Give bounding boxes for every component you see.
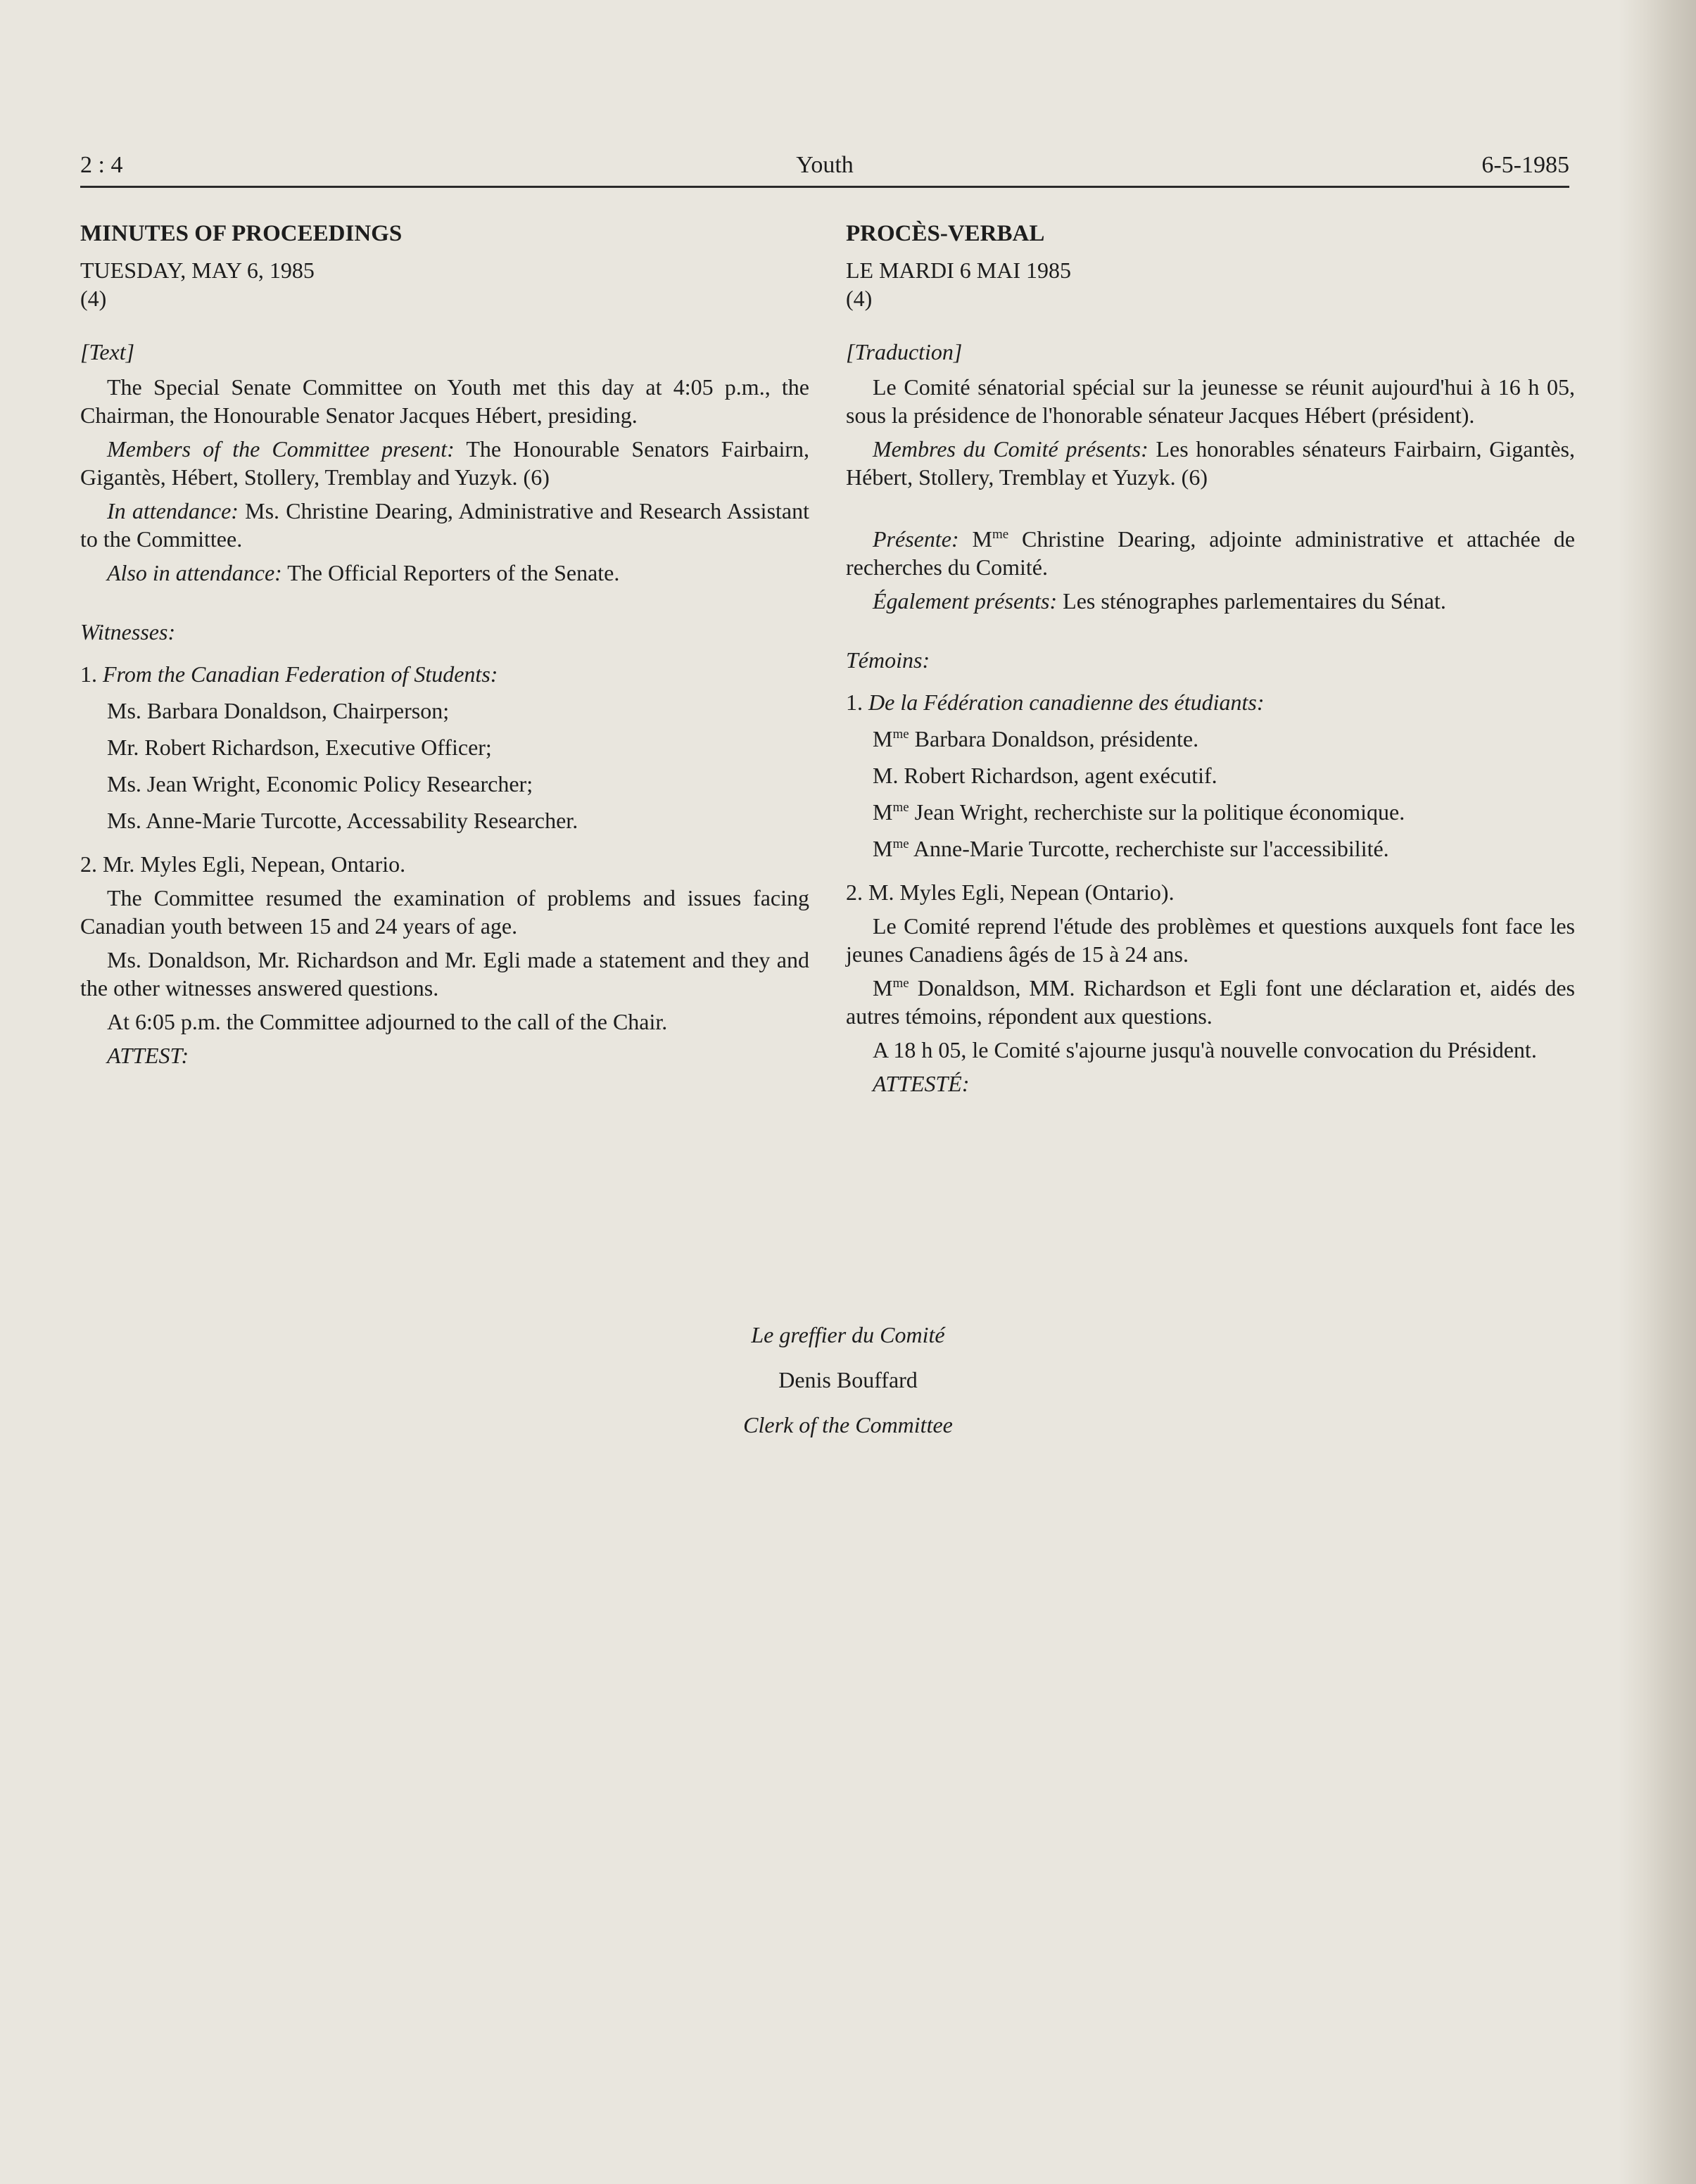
adjourned-paragraph: At 6:05 p.m. the Committee adjourned to the call of the Chair. [107,1009,668,1034]
witnesses-heading-fr: Témoins: [846,647,930,673]
running-header [80,145,1569,188]
members-text: The Honourable Senators Fairbairn, Gigantès, Hébert, Stollery, Tremblay and Yuzyk. (6) [80,436,810,490]
clerk-title-fr: Le greffier du Comité [751,1322,945,1347]
french-column [846,220,1575,1098]
minutes-heading: MINUTES OF PROCEEDINGS [80,221,403,246]
also-attendance-paragraph [80,559,809,587]
members-text-fr: Les honorables sénateurs Fairbairn, Gigantès, Hébert, Stollery, Tremblay et Yuzyk. (6) [846,436,1576,490]
witness-item-fr: $M^{me}$ Anne-Marie Turcotte, recherchiste sur l'accessibilité. [873,836,1389,861]
attendance-label: In attendance: [107,498,239,523]
opening-paragraph-fr: Le Comité sénatorial spécial sur la jeunesse se réunit aujourd'hui à 16 h 05, sous la présidence de l'honorable sénateur Jacques Hébert (président). [846,374,1575,428]
members-label: Members of the Committee present: [107,436,455,462]
members-label-fr: Membres du Comité présents: [873,436,1148,462]
statement-paragraph: Ms. Donaldson, Mr. Richardson and Mr. Egli made a statement and they and the other witnesses answered questions. [80,947,809,1001]
members-paragraph-fr [846,435,1575,491]
also-attendance-label-fr: Également présents: [873,588,1058,614]
also-attendance-text: The Official Reporters of the Senate. [281,560,620,585]
meeting-date: TUESDAY, MAY 6, 1985 [80,258,315,283]
adjourned-paragraph-fr: A 18 h 05, le Comité s'ajourne jusqu'à nouvelle convocation du Président. [873,1037,1537,1062]
meeting-date-fr: LE MARDI 6 MAI 1985 [846,258,1071,283]
english-column [80,220,809,1069]
also-attendance-paragraph-fr [846,587,1575,615]
witness-item: Mr. Robert Richardson, Executive Officer; [107,735,492,760]
witnesses-heading: Witnesses: [80,619,176,645]
attendance-text: Ms. Christine Dearing, Administrative and Research Assistant to the Committee. [80,498,809,552]
attest-label: ATTEST: [107,1043,189,1068]
members-paragraph [80,435,809,491]
witness-group-label: From the Canadian Federation of Students: [103,661,498,687]
resumed-paragraph: The Committee resumed the examination of problems and issues facing Canadian youth between 15 and 24 years of age. [80,885,809,939]
running-title: Youth [796,152,854,178]
header-date: 6-5-1985 [1481,152,1569,178]
witness-group-label-fr: De la Fédération canadienne des étudiants: [868,690,1265,715]
witness-two: 2. Mr. Myles Egli, Nepean, Ontario. [80,851,406,877]
witness-group: 1. From the Canadian Federation of Students: [80,661,498,687]
clerk-title-en: Clerk of the Committee [743,1412,953,1437]
attendance-paragraph-fr: Présente: $M^{me}$ Christine Dearing, adjointe administrative et attachée de recherches du Comité. [846,526,1576,580]
attendance-text-fr: Christine Dearing, adjointe administrative et attachée de recherches du Comité. [846,526,1576,580]
witness-two-fr: 2. M. Myles Egli, Nepean (Ontario). [846,880,1175,905]
statement-paragraph-fr: $M^{me}$ Donaldson, MM. Richardson et Egli font une déclaration et, aidés des autres témoins, répondent aux questions. [846,975,1575,1029]
witness-item: Ms. Jean Wright, Economic Policy Researcher; [107,771,533,796]
witness-group-fr: 1. De la Fédération canadienne des étudiants: [846,690,1265,715]
attendance-label-fr: Présente: [873,526,959,552]
clerk-name: Denis Bouffard [778,1367,918,1392]
witness-item-fr: $M^{me}$ Jean Wright, recherchiste sur la politique économique. [873,799,1405,825]
opening-paragraph: The Special Senate Committee on Youth met this day at 4:05 p.m., the Chairman, the Honourable Senator Jacques Hébert, presiding. [80,374,809,428]
meeting-number-fr: (4) [846,286,873,311]
also-attendance-text-fr: Les sténographes parlementaires du Sénat. [1057,588,1446,614]
resumed-paragraph-fr: Le Comité reprend l'étude des problèmes et questions auxquels font face les jeunes Canadiens âgés de 15 à 24 ans. [846,913,1575,967]
meeting-number: (4) [80,286,107,311]
attest-label-fr: ATTESTÉ: [873,1071,970,1096]
page-number: 2 : 4 [80,152,123,178]
traduction-label: [Traduction] [846,339,963,364]
witness-item-fr: M. Robert Richardson, agent exécutif. [873,763,1217,788]
attendance-paragraph [80,497,809,553]
signature-block [0,1312,1696,1447]
proces-verbal-heading: PROCÈS-VERBAL [846,221,1045,246]
page-edge-shadow [1619,0,1696,2184]
witness-item: Ms. Barbara Donaldson, Chairperson; [107,698,450,723]
witness-item: Ms. Anne-Marie Turcotte, Accessability Researcher. [107,808,578,833]
also-attendance-label: Also in attendance: [107,560,282,585]
text-label: [Text] [80,339,135,364]
witness-item-fr: $M^{me}$ Barbara Donaldson, présidente. [873,726,1199,751]
